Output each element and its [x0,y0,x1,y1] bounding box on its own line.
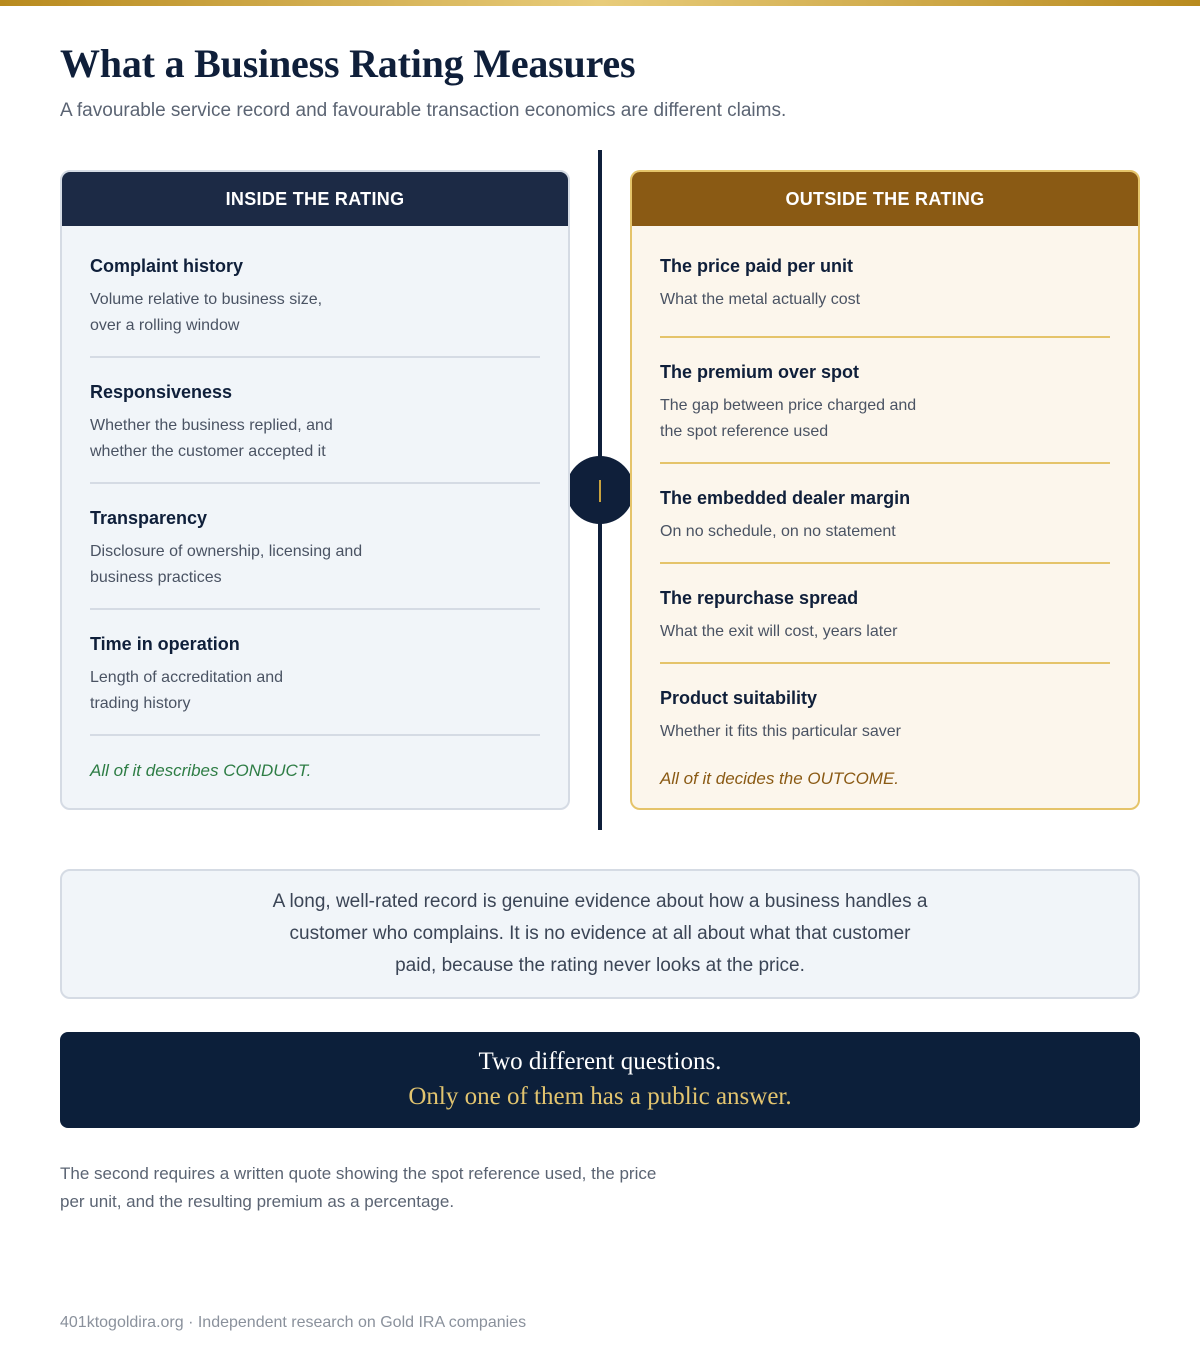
outside-item-title: The premium over spot [660,362,860,382]
inside-item [90,256,540,339]
inside-item-title: Transparency [90,508,208,528]
inside-item-desc: Whether the business replied, and whether the customer accepted it [90,417,333,460]
page-subtitle: A favourable service record and favourable transaction economics are different claims. [60,100,787,121]
outside-rating-heading: OUTSIDE THE RATING [632,172,1138,226]
inside-item [90,634,540,717]
inside-item-title: Time in operation [90,634,240,654]
page-title: What a Business Rating Measures [60,41,636,86]
outside-item [660,688,1110,745]
outside-rating-conclusion: All of it decides the OUTCOME. [660,769,900,788]
outside-item [660,362,1110,445]
outside-item-title: The price paid per unit [660,256,854,276]
item-divider [90,734,540,736]
outside-item-desc: On no schedule, on no statement [660,523,896,540]
banner-line-1: Two different questions. [478,1048,722,1075]
inside-item-desc: Volume relative to business size, over a rolling window [90,291,323,334]
outside-item-desc: What the metal actually cost [660,291,861,308]
item-divider [90,482,540,484]
top-accent-bar [0,0,1200,6]
banner-line-2: Only one of them has a public answer. [408,1083,792,1110]
item-divider [90,608,540,610]
item-divider [660,562,1110,564]
outside-item-desc: What the exit will cost, years later [660,623,898,640]
outside-item-title: Product suitability [660,688,818,708]
key-message-banner [60,1032,1140,1128]
item-divider [660,662,1110,664]
inside-rating-heading: INSIDE THE RATING [62,172,568,226]
divider-circle-icon [566,456,634,524]
footnote: The second requires a written quote showing the spot reference used, the price per unit, and the resulting premium as a percentage. [60,1164,657,1211]
item-divider [660,336,1110,338]
outside-item-title: The embedded dealer margin [660,488,911,508]
outside-item-desc: The gap between price charged and the spot reference used [660,397,917,440]
inside-rating-conclusion: All of it describes CONDUCT. [90,761,312,780]
evidence-note-text: A long, well-rated record is genuine evidence about how a business handles a customer who complains. It is no evidence at all about what that customer paid, because the rating never looks at the price. [272,891,928,976]
inside-item-desc: Disclosure of ownership, licensing and business practices [90,543,363,586]
item-divider [660,462,1110,464]
outside-item [660,488,1110,545]
outside-item [660,256,1110,313]
outside-item [660,588,1110,645]
outside-item-title: The repurchase spread [660,588,859,608]
item-divider [90,356,540,358]
inside-item-title: Complaint history [90,256,244,276]
outside-rating-panel [630,170,1140,810]
inside-item [90,508,540,591]
site-footer: 401ktogoldira.org · Independent research on Gold IRA companies [60,1314,527,1331]
inside-item-title: Responsiveness [90,382,233,402]
evidence-note-box [60,869,1140,999]
outside-item-desc: Whether it fits this particular saver [660,723,901,740]
inside-rating-panel [60,170,570,810]
inside-item-desc: Length of accreditation and trading history [90,669,284,712]
inside-item [90,382,540,465]
